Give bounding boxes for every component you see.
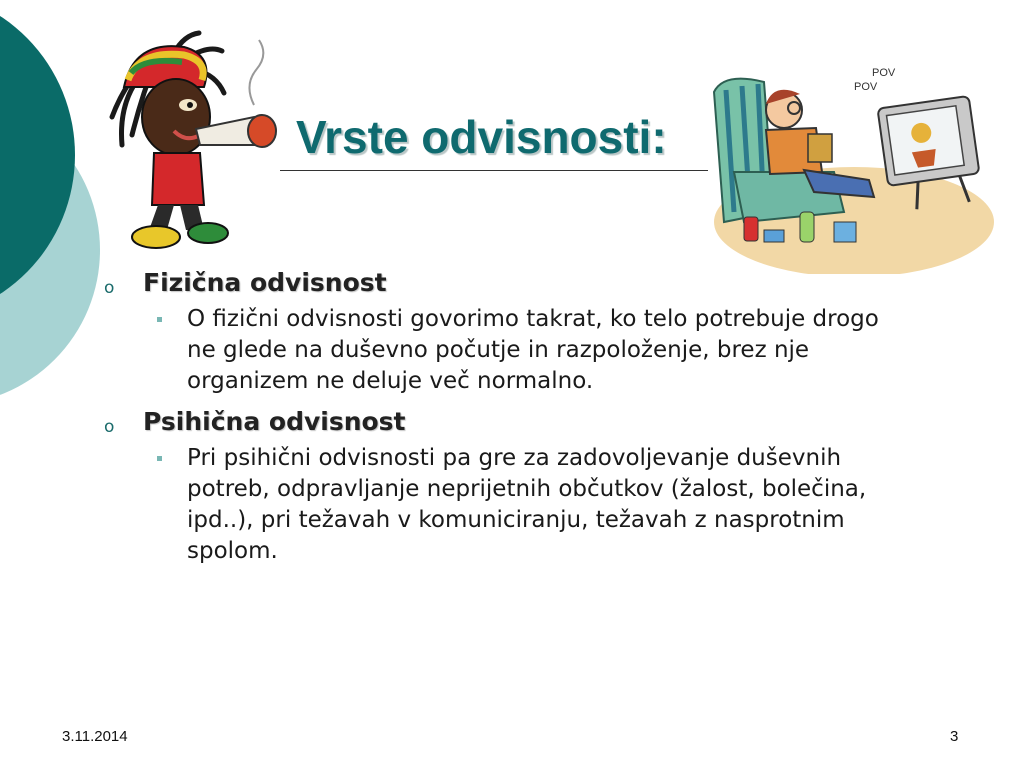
sub-bullet-text: O fizični odvisnosti govorimo takrat, ko telo potrebuje drogo ne glede na duševno počutje in razpoloženje, brez nje organizem ne deluje več normalno. [187,306,879,394]
square-bullet-icon [157,456,162,461]
smoking-man-clipart [104,25,286,250]
footer-date: 3.11.2014 [62,728,128,745]
page-number: 3 [950,728,959,745]
sub-bullet-physical [100,304,887,397]
bullet-heading: Psihična odvisnost [143,407,406,436]
title-underline [280,170,708,171]
tv-watcher-clipart [704,62,994,274]
sub-bullet-psychological [100,443,887,567]
circle-bullet-icon: o [104,417,115,437]
bullet-list [100,268,920,577]
sub-bullet-text: Pri psihični odvisnosti pa gre za zadovoljevanje duševnih potreb, odpravljanje neprijetnih občutkov (žalost, bolečina, ipd..), pri težavah v komuniciranju, težavah z nasprotnim spolom. [187,445,867,564]
bullet-heading: Fizična odvisnost [143,268,387,297]
tv-sound-1: POV [854,81,878,93]
bullet-item-physical [100,268,920,298]
square-bullet-icon [157,317,162,322]
slide-title: Vrste odvisnosti: [296,111,667,163]
tv-sound-2: POV [872,67,896,79]
bullet-item-psychological [100,407,920,437]
circle-bullet-icon: o [104,278,115,298]
